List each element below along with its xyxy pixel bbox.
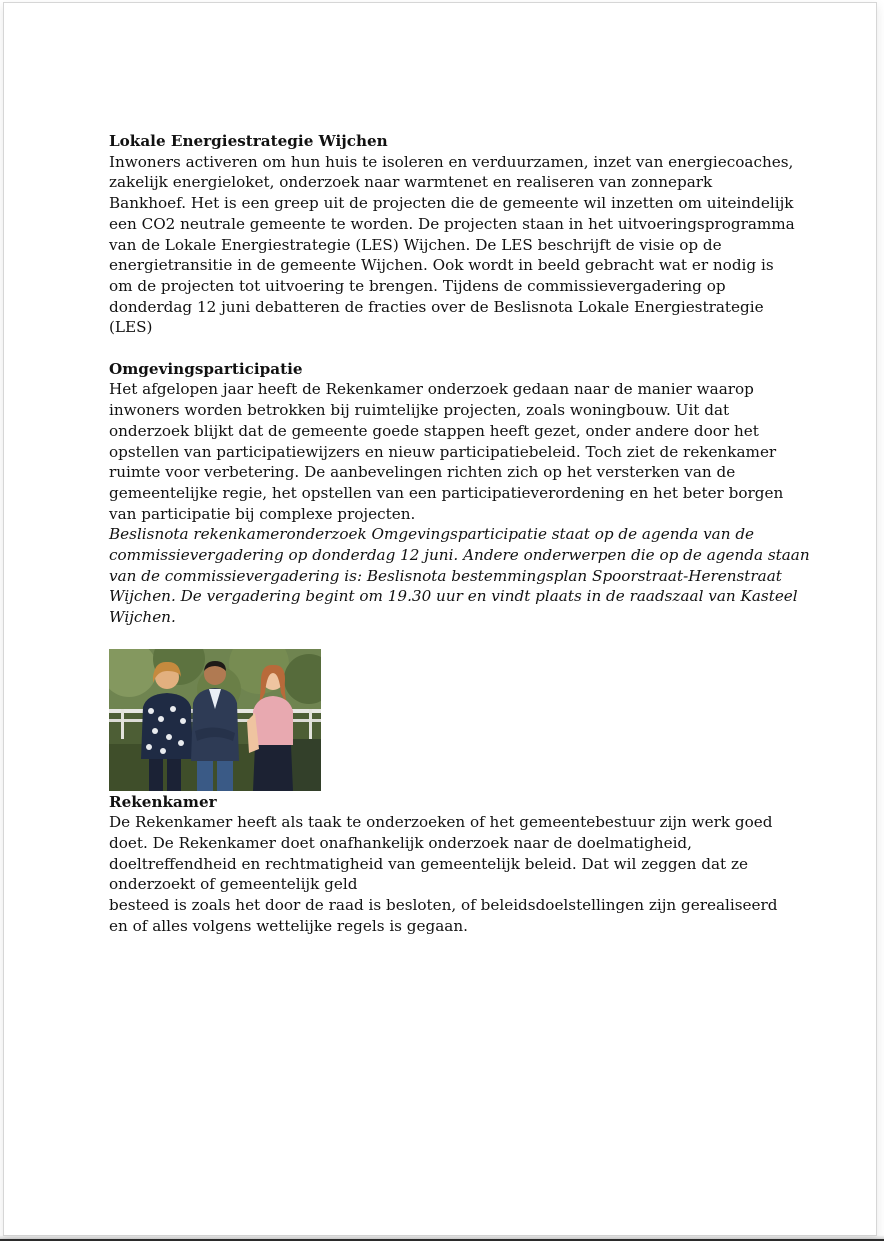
- paragraph-line: energietransitie in de gemeente Wijchen. Ook wordt in beeld gebracht wat er nodig is: [109, 256, 774, 275]
- paragraph-line: opstellen van participatiewijzers en nieuw participatiebeleid. Toch ziet de rekenkamer: [109, 442, 777, 461]
- section-title-omgevingsparticipatie: Omgevingsparticipatie: [109, 359, 303, 378]
- paragraph-line: zakelijk energieloket, onderzoek naar warmtenet en realiseren van zonnepark: [109, 173, 713, 192]
- paragraph-line: gemeentelijke regie, het opstellen van een participatieverordening en het beter borgen: [109, 483, 784, 502]
- paragraph-line: donderdag 12 juni debatteren de fracties over de Beslisnota Lokale Energiestrategie: [109, 297, 764, 316]
- paragraph-spacer: [109, 338, 789, 359]
- paragraph-line: van de Lokale Energiestrategie (LES) Wijchen. De LES beschrijft de visie op de: [109, 235, 722, 254]
- document-page: [3, 2, 877, 1236]
- italic-line: Wijchen.: [109, 608, 176, 627]
- rekenkamer-members-photo: [109, 649, 321, 791]
- page-content: [109, 131, 810, 936]
- paragraph-line: onderzoekt of gemeentelijk geld: [109, 875, 358, 894]
- paragraph-line: om de projecten tot uitvoering te brengen. Tijdens de commissievergadering op: [109, 276, 726, 295]
- paragraph-line: (LES): [109, 318, 153, 337]
- paragraph-spacer: [109, 628, 789, 649]
- section-title-les: Lokale Energiestrategie Wijchen: [109, 132, 388, 150]
- paragraph-line: inwoners worden betrokken bij ruimtelijke projecten, zoals woningbouw. Uit dat: [109, 401, 730, 420]
- section-body-rekenkamer: [109, 812, 789, 936]
- italic-line: Beslisnota rekenkameronderzoek Omgevingsparticipatie staat op de agenda van de: [109, 525, 755, 544]
- paragraph-line: en of alles volgens wettelijke regels is gegaan.: [109, 916, 468, 935]
- paragraph-line: Het afgelopen jaar heeft de Rekenkamer onderzoek gedaan naar de manier waarop: [109, 380, 754, 399]
- section-body-omgevingsparticipatie: [109, 379, 810, 627]
- section-body-les: [109, 152, 795, 338]
- paragraph-line: van participatie bij complexe projecten.: [109, 504, 416, 523]
- paragraph-line: doet. De Rekenkamer doet onafhankelijk onderzoek naar de doelmatigheid,: [109, 833, 692, 852]
- italic-line: van de commissievergadering is: Beslisnota bestemmingsplan Spoorstraat-Herenstraat: [109, 566, 782, 585]
- paragraph-line: Bankhoef. Het is een greep uit de projecten die de gemeente wil inzetten om uiteindelijk: [109, 194, 794, 213]
- italic-line: commissievergadering op donderdag 12 juni. Andere onderwerpen die op de agenda staan: [109, 546, 810, 565]
- paragraph-line: doeltreffendheid en rechtmatigheid van gemeentelijk beleid. Dat wil zeggen dat ze: [109, 854, 748, 873]
- paragraph-line: besteed is zoals het door de raad is besloten, of beleidsdoelstellingen zijn gerealiseerd: [109, 896, 778, 915]
- paragraph-line: De Rekenkamer heeft als taak te onderzoeken of het gemeentebestuur zijn werk goed: [109, 813, 773, 832]
- paragraph-line: onderzoek blijkt dat de gemeente goede stappen heeft gezet, onder andere door het: [109, 421, 759, 440]
- paragraph-line: Inwoners activeren om hun huis te isoleren en verduurzamen, inzet van energiecoaches,: [109, 152, 794, 171]
- section-title-rekenkamer: Rekenkamer: [109, 792, 217, 811]
- italic-line: Wijchen. De vergadering begint om 19.30 uur en vindt plaats in de raadszaal van Kasteel: [109, 587, 798, 606]
- paragraph-line: ruimte voor verbetering. De aanbevelingen richten zich op het versterken van de: [109, 463, 736, 482]
- paragraph-line: een CO2 neutrale gemeente te worden. De projecten staan in het uitvoeringsprogramma: [109, 214, 795, 233]
